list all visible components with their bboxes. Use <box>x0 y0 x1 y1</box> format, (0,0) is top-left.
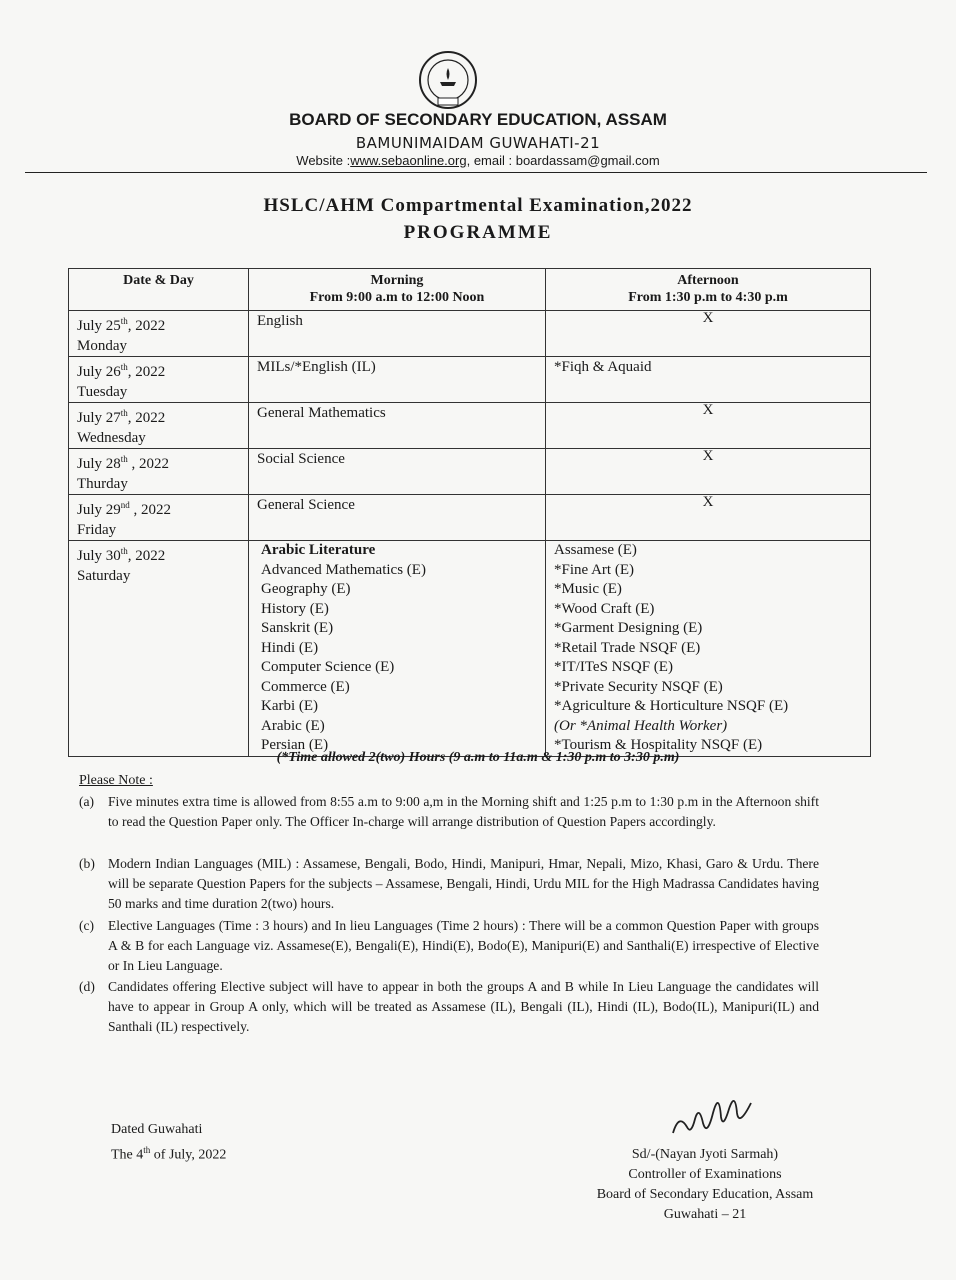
afternoon-cell: X <box>546 311 871 357</box>
note-item <box>79 854 819 914</box>
schedule-table <box>68 268 871 757</box>
signatory-name: Sd/-(Nayan Jyoti Sarmah) <box>631 1147 779 1162</box>
afternoon-cell: X <box>546 495 871 541</box>
header-date-day: Date & Day <box>69 269 249 311</box>
list-item: *Tourism & Hospitality NSQF (E) <box>554 737 763 753</box>
website-label: Website : <box>296 153 351 168</box>
afternoon-cell <box>546 541 871 757</box>
date-cell: July 28th , 2022 Thurday <box>69 449 249 495</box>
list-item: *Wood Craft (E) <box>554 600 655 617</box>
morning-cell <box>249 541 546 757</box>
dated-block <box>111 1120 226 1166</box>
note-text: Five minutes extra time is allowed from 8:55 a.m to 9:00 a,m in the Morning shift and 1:25 p.m to 1:30 p.m in the Afternoon shift to read the Question Paper only. The Officer In-charge will arrange distribution of Question Papers accordingly. <box>108 794 819 829</box>
header-morning: Morning From 9:00 a.m to 12:00 Noon <box>249 269 546 311</box>
table-row <box>69 449 871 495</box>
list-item: Advanced Mathematics (E) <box>261 561 426 578</box>
list-item: *Garment Designing (E) <box>554 620 703 636</box>
email-label: , email : <box>466 153 516 168</box>
list-item: *IT/ITeS NSQF (E) <box>554 659 673 675</box>
website-link[interactable]: www.sebaonline.org <box>350 153 467 168</box>
list-item: *Private Security NSQF (E) <box>554 678 723 695</box>
dated-date: The 4th of July, 2022 <box>111 1145 227 1163</box>
list-item: *Retail Trade NSQF (E) <box>554 639 701 656</box>
note-item <box>79 977 819 1037</box>
table-row <box>69 403 871 449</box>
morning-cell: General Science <box>249 495 546 541</box>
header-afternoon: Afternoon From 1:30 p.m to 4:30 p.m <box>546 269 871 311</box>
morning-cell: Social Science <box>249 449 546 495</box>
list-item: Karbi (E) <box>261 698 319 714</box>
note-text: Candidates offering Elective subject will have to appear in both the groups A and B while In Lieu Language the candidates will have to appear in Group A only, which will be treated as Assamese (IL), Bengali (IL), Hindi (IL), Bodo(IL), Manipuri(IL) and Santhali (IL) respectively. <box>108 979 819 1034</box>
date-cell: July 30th, 2022 Saturday <box>69 541 249 757</box>
list-item: Hindi (E) <box>261 639 319 656</box>
table-row <box>69 357 871 403</box>
note-text: Elective Languages (Time : 3 hours) and In lieu Languages (Time 2 hours) : There will be a common Question Paper with groups A & B for each Language viz. Assamese(E), Bengali(E), Hindi(E), Bodo(E), Manipuri(E) and Santhali(E) irrespective of Elective or In Lieu Language. <box>108 918 819 973</box>
list-item: Sanskrit (E) <box>261 620 334 636</box>
date-cell: July 26th, 2022 Tuesday <box>69 357 249 403</box>
note-item <box>79 792 819 832</box>
date-cell: July 25th, 2022 Monday <box>69 311 249 357</box>
list-item: Assamese (E) <box>554 542 637 558</box>
table-row <box>69 495 871 541</box>
header-divider <box>25 172 927 173</box>
list-item: History (E) <box>261 600 329 617</box>
table-row <box>69 541 871 757</box>
list-item: Computer Science (E) <box>261 659 395 675</box>
board-name: BOARD OF SECONDARY EDUCATION, ASSAM <box>289 110 667 129</box>
table-header-row <box>69 269 871 311</box>
list-item: *Fine Art (E) <box>554 561 634 578</box>
dated-place: Dated Guwahati <box>111 1122 203 1137</box>
date-cell: July 27th, 2022 Wednesday <box>69 403 249 449</box>
seba-seal-logo <box>418 50 478 110</box>
list-item: (Or *Animal Health Worker) <box>554 717 728 734</box>
exam-title: HSLC/AHM Compartmental Examination,2022 <box>263 195 693 216</box>
board-address: BAMUNIMAIDAM GUWAHATI-21 <box>355 134 601 152</box>
list-item: Arabic Literature <box>261 542 376 558</box>
note-item <box>79 916 819 976</box>
email-link[interactable]: boardassam@gmail.com <box>515 153 660 168</box>
morning-cell: General Mathematics <box>249 403 546 449</box>
time-allowed-note: (*Time allowed 2(two) Hours (9 a.m to 11a.m & 1:30 p.m to 3:30 p.m) <box>276 750 680 765</box>
programme-title: PROGRAMME <box>403 222 553 243</box>
signature-block <box>560 1145 850 1225</box>
note-label: (b) <box>79 856 95 871</box>
signatory-place: Guwahati – 21 <box>663 1207 747 1222</box>
morning-cell: English <box>249 311 546 357</box>
board-contact <box>0 153 956 168</box>
signatory-designation: Controller of Examinations <box>628 1167 782 1182</box>
list-item: *Agriculture & Horticulture NSQF (E) <box>554 698 789 714</box>
date-cell: July 29nd , 2022 Friday <box>69 495 249 541</box>
afternoon-cell: *Fiqh & Aquaid <box>546 357 871 403</box>
table-row <box>69 311 871 357</box>
list-item: *Music (E) <box>554 581 622 597</box>
list-item: Arabic (E) <box>261 717 325 734</box>
note-text: Modern Indian Languages (MIL) : Assamese, Bengali, Bodo, Hindi, Manipuri, Hmar, Nepali, Mizo, Khasi, Garo & Urdu. There will be separate Question Papers for the subjects – Assamese, Bengali, Hindi, Urdu MIL for the High Madrassa Candidates having 50 marks and time duration 2(two) hours. <box>108 856 819 911</box>
signatory-organisation: Board of Secondary Education, Assam <box>596 1187 814 1202</box>
list-item: Geography (E) <box>261 581 351 597</box>
note-label: (d) <box>79 979 95 994</box>
afternoon-cell: X <box>546 403 871 449</box>
note-label: (c) <box>79 918 95 933</box>
list-item: Persian (E) <box>261 737 329 753</box>
please-note-heading: Please Note : <box>79 773 153 788</box>
afternoon-cell: X <box>546 449 871 495</box>
morning-cell: MILs/*English (IL) <box>249 357 546 403</box>
list-item: Commerce (E) <box>261 678 350 695</box>
handwritten-signature <box>665 1083 755 1143</box>
note-label: (a) <box>79 794 95 809</box>
